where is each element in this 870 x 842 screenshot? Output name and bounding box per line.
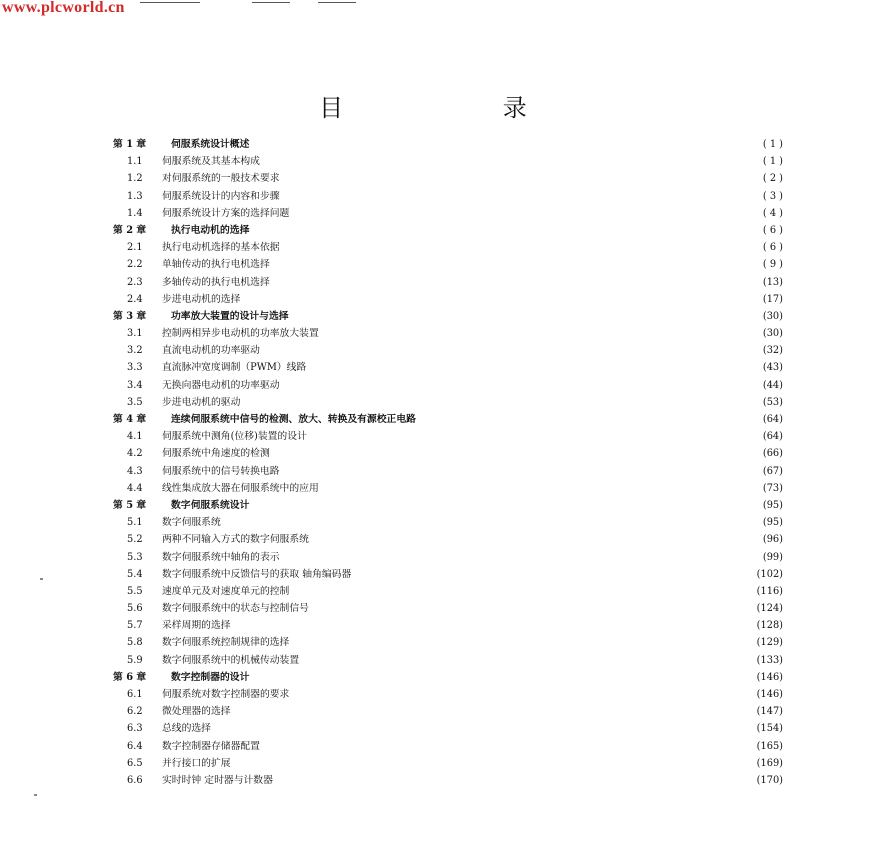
section-number: 5.6 bbox=[127, 600, 146, 617]
section-number: 4.2 bbox=[127, 445, 146, 462]
section-title: 伺服系统设计的内容和步骤 bbox=[162, 188, 283, 205]
chapter-number: 第 5 章 bbox=[113, 497, 149, 514]
toc-section-row bbox=[113, 566, 783, 583]
section-title: 执行电动机选择的基本依据 bbox=[162, 239, 283, 256]
page-number: (170) bbox=[739, 772, 783, 789]
page-number: (95) bbox=[739, 497, 783, 514]
section-title: 多轴传动的执行电机选择 bbox=[162, 274, 273, 291]
section-number: 6.3 bbox=[127, 720, 146, 737]
section-title: 实时时钟 定时器与计数器 bbox=[162, 772, 276, 789]
section-number: 3.2 bbox=[127, 342, 146, 359]
table-of-contents bbox=[113, 136, 783, 789]
page-number: (128) bbox=[739, 617, 783, 634]
section-title: 步进电动机的选择 bbox=[162, 291, 243, 308]
section-number: 1.4 bbox=[127, 205, 146, 222]
section-title: 数字控制器存储器配置 bbox=[162, 738, 263, 755]
section-number: 5.1 bbox=[127, 514, 146, 531]
section-number: 3.1 bbox=[127, 325, 146, 342]
scan-speck bbox=[34, 794, 37, 796]
chapter-number: 第 1 章 bbox=[113, 136, 149, 153]
toc-section-row bbox=[113, 720, 783, 737]
toc-section-row bbox=[113, 549, 783, 566]
page-number: (73) bbox=[739, 480, 783, 497]
toc-section-row bbox=[113, 188, 783, 205]
section-number: 5.5 bbox=[127, 583, 146, 600]
section-title: 伺服系统中的信号转换电路 bbox=[162, 463, 283, 480]
toc-section-row bbox=[113, 531, 783, 548]
page-number: ( 1 ) bbox=[739, 153, 783, 170]
page-number: (116) bbox=[739, 583, 783, 600]
page-number: (53) bbox=[739, 394, 783, 411]
toc-section-row bbox=[113, 652, 783, 669]
page-number: ( 2 ) bbox=[739, 170, 783, 187]
toc-section-row bbox=[113, 377, 783, 394]
section-title: 伺服系统对数字控制器的要求 bbox=[162, 686, 292, 703]
page-number: (17) bbox=[739, 291, 783, 308]
toc-section-row bbox=[113, 342, 783, 359]
chapter-number: 第 4 章 bbox=[113, 411, 149, 428]
page-number: (66) bbox=[739, 445, 783, 462]
page-number: ( 9 ) bbox=[739, 256, 783, 273]
toc-section-row bbox=[113, 772, 783, 789]
section-number: 6.1 bbox=[127, 686, 146, 703]
section-title: 伺服系统及其基本构成 bbox=[162, 153, 263, 170]
page-number: (165) bbox=[739, 738, 783, 755]
page-number: (30) bbox=[739, 325, 783, 342]
section-number: 1.1 bbox=[127, 153, 146, 170]
section-number: 4.1 bbox=[127, 428, 146, 445]
section-title: 采样周期的选择 bbox=[162, 617, 234, 634]
chapter-number: 第 2 章 bbox=[113, 222, 149, 239]
page-number: (95) bbox=[739, 514, 783, 531]
toc-section-row bbox=[113, 480, 783, 497]
section-title: 伺服系统中角速度的检测 bbox=[162, 445, 273, 462]
toc-section-row bbox=[113, 463, 783, 480]
section-number: 6.2 bbox=[127, 703, 146, 720]
chapter-title: 数字控制器的设计 bbox=[171, 669, 252, 686]
section-title: 步进电动机的驱动 bbox=[162, 394, 243, 411]
section-number: 6.5 bbox=[127, 755, 146, 772]
section-title: 数字伺服系统中的机械传动装置 bbox=[162, 652, 302, 669]
toc-section-row bbox=[113, 291, 783, 308]
toc-section-row bbox=[113, 738, 783, 755]
section-number: 2.3 bbox=[127, 274, 146, 291]
section-title: 速度单元及对速度单元的控制 bbox=[162, 583, 292, 600]
toc-chapter-row bbox=[113, 497, 783, 514]
section-title: 线性集成放大器在伺服系统中的应用 bbox=[162, 480, 322, 497]
chapter-title: 数字伺服系统设计 bbox=[171, 497, 252, 514]
section-title: 控制两相异步电动机的功率放大装置 bbox=[162, 325, 322, 342]
page-number: (44) bbox=[739, 377, 783, 394]
page-number: (124) bbox=[739, 600, 783, 617]
chapter-title: 连续伺服系统中信号的检测、放大、转换及有源校正电路 bbox=[171, 411, 419, 428]
page-number: ( 4 ) bbox=[739, 205, 783, 222]
page-number: (43) bbox=[739, 359, 783, 376]
page-number: (67) bbox=[739, 463, 783, 480]
toc-section-row bbox=[113, 325, 783, 342]
section-title: 数字伺服系统中的状态与控制信号 bbox=[162, 600, 312, 617]
toc-chapter-row bbox=[113, 411, 783, 428]
page-number: (30) bbox=[739, 308, 783, 325]
toc-section-row bbox=[113, 205, 783, 222]
toc-section-row bbox=[113, 170, 783, 187]
section-number: 4.4 bbox=[127, 480, 146, 497]
section-title: 数字伺服系统 bbox=[162, 514, 224, 531]
section-number: 3.4 bbox=[127, 377, 146, 394]
toc-chapter-row bbox=[113, 308, 783, 325]
section-number: 2.1 bbox=[127, 239, 146, 256]
section-title: 两种不同输入方式的数字伺服系统 bbox=[162, 531, 312, 548]
section-title: 数字伺服系统中轴角的表示 bbox=[162, 549, 283, 566]
page-number: (64) bbox=[739, 428, 783, 445]
toc-chapter-row bbox=[113, 669, 783, 686]
toc-section-row bbox=[113, 600, 783, 617]
page-number: (129) bbox=[739, 634, 783, 651]
toc-section-row bbox=[113, 359, 783, 376]
section-title: 直流脉冲宽度调制（PWM）线路 bbox=[162, 359, 309, 376]
toc-section-row bbox=[113, 686, 783, 703]
toc-section-row bbox=[113, 617, 783, 634]
chapter-title: 功率放大装置的设计与选择 bbox=[171, 308, 292, 325]
section-number: 2.2 bbox=[127, 256, 146, 273]
page-number: (146) bbox=[739, 686, 783, 703]
section-number: 3.5 bbox=[127, 394, 146, 411]
section-title: 伺服系统中测角(位移)装置的设计 bbox=[162, 428, 310, 445]
page-number: (154) bbox=[739, 720, 783, 737]
section-number: 2.4 bbox=[127, 291, 146, 308]
page-number: ( 6 ) bbox=[739, 239, 783, 256]
chapter-number: 第 6 章 bbox=[113, 669, 149, 686]
toc-section-row bbox=[113, 274, 783, 291]
section-number: 5.7 bbox=[127, 617, 146, 634]
toc-section-row bbox=[113, 634, 783, 651]
page-number: (146) bbox=[739, 669, 783, 686]
section-title: 伺服系统设计方案的选择问题 bbox=[162, 205, 292, 222]
section-number: 1.3 bbox=[127, 188, 146, 205]
section-number: 4.3 bbox=[127, 463, 146, 480]
page-number: (96) bbox=[739, 531, 783, 548]
chapter-title: 伺服系统设计概述 bbox=[171, 136, 252, 153]
page-number: (102) bbox=[739, 566, 783, 583]
toc-section-row bbox=[113, 256, 783, 273]
toc-section-row bbox=[113, 394, 783, 411]
section-title: 对伺服系统的一般技术要求 bbox=[162, 170, 283, 187]
toc-section-row bbox=[113, 755, 783, 772]
section-number: 5.3 bbox=[127, 549, 146, 566]
section-number: 1.2 bbox=[127, 170, 146, 187]
page-number: (133) bbox=[739, 652, 783, 669]
section-number: 5.9 bbox=[127, 652, 146, 669]
page-number: ( 1 ) bbox=[739, 136, 783, 153]
page-number: (169) bbox=[739, 755, 783, 772]
page-number: (64) bbox=[739, 411, 783, 428]
toc-section-row bbox=[113, 703, 783, 720]
toc-section-row bbox=[113, 428, 783, 445]
chapter-number: 第 3 章 bbox=[113, 308, 149, 325]
section-number: 3.3 bbox=[127, 359, 146, 376]
page-number: (99) bbox=[739, 549, 783, 566]
section-number: 6.4 bbox=[127, 738, 146, 755]
section-number: 5.4 bbox=[127, 566, 146, 583]
watermark-text: www.plcworld.cn bbox=[2, 0, 125, 16]
section-number: 5.2 bbox=[127, 531, 146, 548]
section-title: 数字伺服系统中反馈信号的获取 轴角编码器 bbox=[162, 566, 354, 583]
toc-section-row bbox=[113, 153, 783, 170]
page-number: (32) bbox=[739, 342, 783, 359]
toc-section-row bbox=[113, 445, 783, 462]
section-title: 单轴传动的执行电机选择 bbox=[162, 256, 273, 273]
header-rule bbox=[318, 2, 356, 3]
toc-chapter-row bbox=[113, 136, 783, 153]
page-title: 目 录 bbox=[319, 94, 603, 122]
scan-speck bbox=[40, 578, 43, 580]
page-number: (147) bbox=[739, 703, 783, 720]
toc-chapter-row bbox=[113, 222, 783, 239]
section-number: 6.6 bbox=[127, 772, 146, 789]
header-rule bbox=[140, 2, 200, 3]
section-title: 直流电动机的功率驱动 bbox=[162, 342, 263, 359]
toc-section-row bbox=[113, 583, 783, 600]
page-number: ( 6 ) bbox=[739, 222, 783, 239]
chapter-title: 执行电动机的选择 bbox=[171, 222, 252, 239]
section-title: 微处理器的选择 bbox=[162, 703, 234, 720]
section-title: 总线的选择 bbox=[162, 720, 214, 737]
section-title: 数字伺服系统控制规律的选择 bbox=[162, 634, 292, 651]
section-title: 并行接口的扩展 bbox=[162, 755, 234, 772]
header-rule bbox=[252, 2, 290, 3]
toc-section-row bbox=[113, 514, 783, 531]
toc-section-row bbox=[113, 239, 783, 256]
page-number: (13) bbox=[739, 274, 783, 291]
section-number: 5.8 bbox=[127, 634, 146, 651]
section-title: 无换向器电动机的功率驱动 bbox=[162, 377, 283, 394]
page-number: ( 3 ) bbox=[739, 188, 783, 205]
